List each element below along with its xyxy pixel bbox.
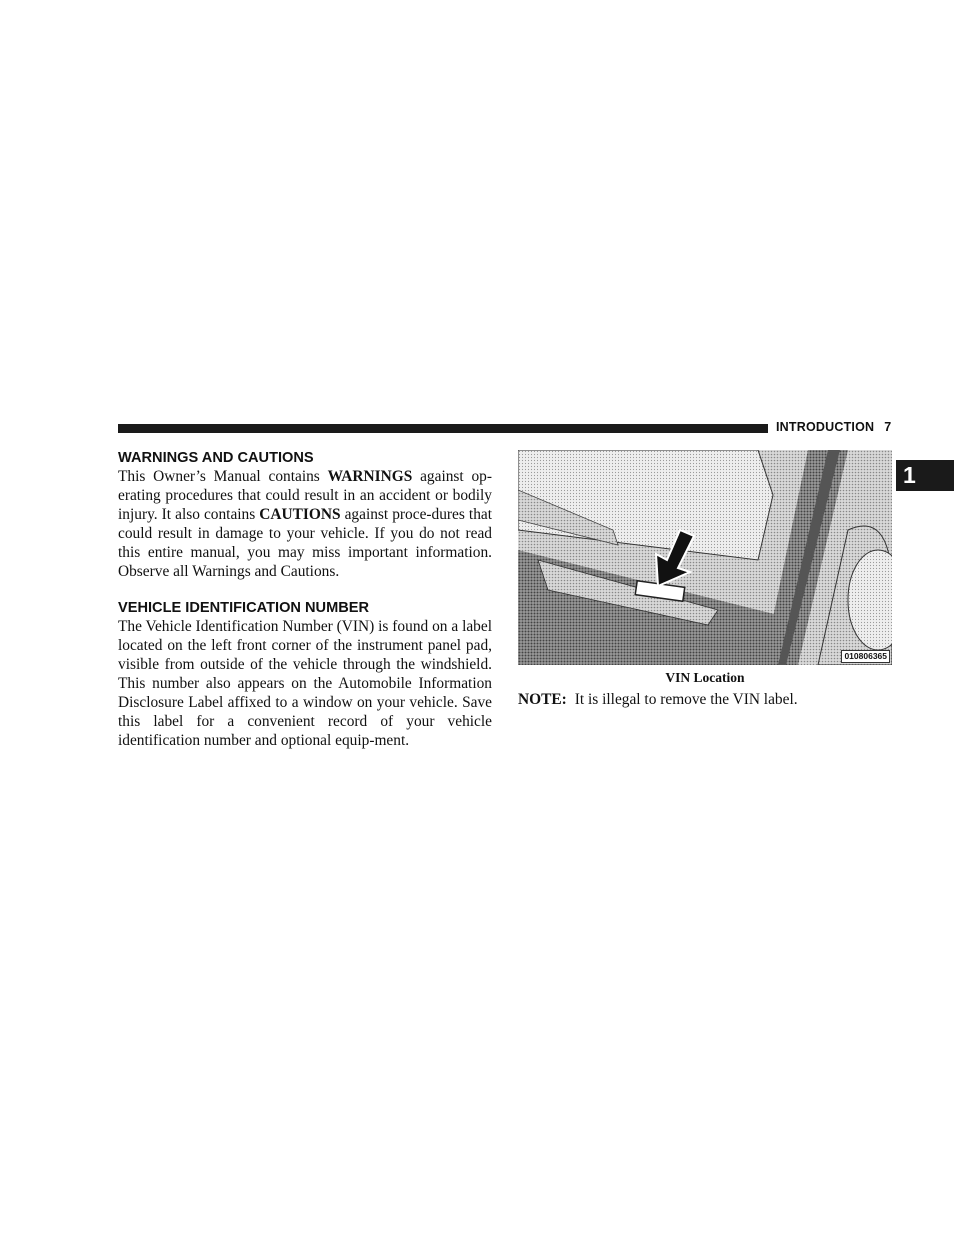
warnings-paragraph [118, 468, 492, 581]
warnings-bold-term: WARNINGS [327, 468, 413, 485]
warnings-text-1: This Owner’s Manual contains [118, 468, 328, 485]
header-rule [118, 424, 768, 433]
note-text: It is illegal to remove the VIN label. [574, 691, 798, 708]
running-header [776, 420, 891, 434]
figure-caption: VIN Location [665, 670, 745, 685]
dashboard-drawing [518, 450, 892, 665]
figure-code: 010806365 [841, 650, 890, 663]
warnings-text-3: against proce-dures that could result in damage to your vehicle. If you do not read this entire manual, you may miss important information. Observe all Warnings and Cautions. [118, 505, 493, 580]
chapter-tab: 1 [896, 460, 954, 491]
note-label: NOTE: [518, 691, 567, 708]
vin-paragraph: The Vehicle Identification Number (VIN) is found on a label located on the left front corner of the instrument panel pad, visible from outside of the vehicle through the windshield. This number also appears on the Automobile Information Disclosure Label affixed to a window on your vehicle. Save this label for a convenient record of your vehicle identification number and optional equip-ment. [118, 618, 492, 749]
vin-heading: VEHICLE IDENTIFICATION NUMBER [118, 600, 370, 617]
page-number: 7 [884, 420, 892, 434]
section-title: INTRODUCTION [776, 420, 875, 434]
vin-location-illustration [518, 450, 892, 665]
note [518, 690, 892, 709]
warnings-text-2: against op-erating procedures that could result in an accident or bodily injury. It also contains [118, 468, 492, 523]
cautions-bold-term: CAUTIONS [259, 505, 341, 523]
warnings-heading: WARNINGS AND CAUTIONS [118, 450, 314, 466]
left-column [118, 448, 492, 751]
